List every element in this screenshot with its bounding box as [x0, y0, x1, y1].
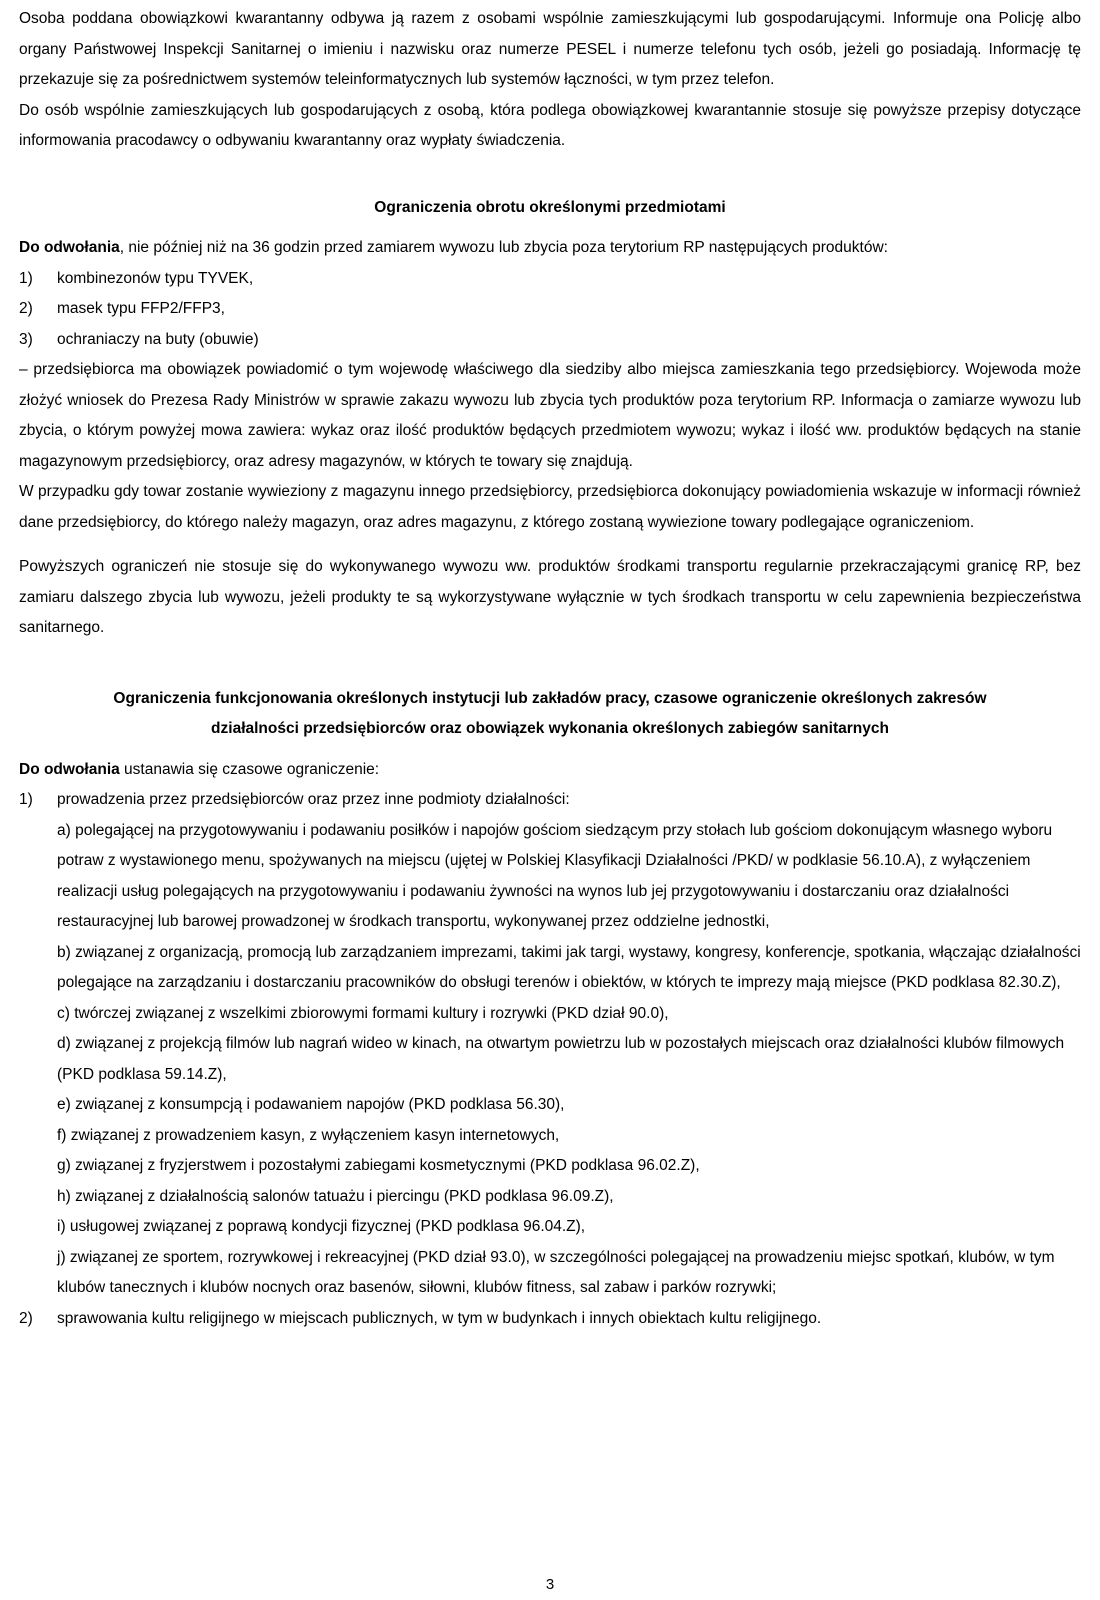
- intro-paragraph-1: Osoba poddana obowiązkowi kwarantanny odbywa ją razem z osobami wspólnie zamieszkującymi lub gospodarującymi. Informuje ona Policję albo organy Państwowej Inspekcji Sanitarnej o imieniu i nazwisku oraz numerze PESEL i numerze telefonu tych osób, jeżeli go posiadają. Informację tę przekazuje się za pośrednictwem systemów teleinformatycznych lub systemów łączności, w tym przez telefon.: [19, 10, 1081, 88]
- section2-lead: [19, 755, 1081, 786]
- restriction-list: [19, 785, 1081, 816]
- sublist-item-letter: a): [57, 821, 71, 839]
- sublist-item: [57, 1212, 1081, 1243]
- sublist-item-letter: d): [57, 1035, 71, 1052]
- page-number: 3: [545, 1576, 555, 1593]
- sublist-item-text: związanej z konsumpcją i podawaniem napojów (PKD podklasa 56.30),: [75, 1096, 565, 1113]
- sublist-item: [57, 1029, 1081, 1090]
- sublist-item-letter: g): [57, 1157, 71, 1174]
- section1-warehouse-paragraph: W przypadku gdy towar zostanie wywieziony z magazynu innego przedsiębiorcy, przedsiębiorca dokonujący powiadomienia wskazuje w informacji również dane przedsiębiorcy, do którego należy magazyn, oraz adres magazynu, z którego zostaną wywiezione towary podlegające ograniczeniom.: [19, 483, 1081, 531]
- list-item-number: 3): [19, 330, 33, 348]
- spacer: [19, 538, 1081, 552]
- sublist-item-letter: h): [57, 1187, 71, 1205]
- list-item-text: prowadzenia przez przedsiębiorców oraz przez inne podmioty działalności:: [57, 791, 570, 808]
- sublist-item: [57, 1121, 1081, 1152]
- list-item: [19, 785, 1081, 816]
- restriction-list-continued: [19, 1304, 1081, 1335]
- sublist-item-text: związanej z fryzjerstwem i pozostałymi zabiegami kosmetycznymi (PKD podklasa 96.02.Z),: [75, 1157, 700, 1174]
- document-page: [19, 4, 1081, 1334]
- list-item: [19, 264, 1081, 295]
- sublist-item-letter: c): [57, 1004, 70, 1022]
- spacer: [19, 183, 1081, 193]
- sublist-item-text: związanej z prowadzeniem kasyn, z wyłączeniem kasyn internetowych,: [70, 1126, 560, 1144]
- sublist-item-letter: f): [57, 1126, 67, 1144]
- lead-bold-text: Do odwołania: [19, 760, 120, 778]
- sublist-item-text: związanej z projekcją filmów lub nagrań wideo w kinach, na otwartym powietrzu lub w pozostałych miejscach oraz działalności klubów filmowych (PKD podklasa 59.14.Z),: [57, 1035, 1065, 1083]
- sublist-item: [57, 1243, 1081, 1304]
- lead-rest-text: , nie później niż na 36 godzin przed zamiarem wywozu lub zbycia poza terytorium RP następujących produktów:: [119, 239, 888, 256]
- heading-line-1: Ograniczenia funkcjonowania określonych instytucji lub zakładów pracy, czasowe ograniczenie określonych zakresów: [113, 689, 987, 707]
- list-item: [19, 294, 1081, 325]
- sublist-item: [57, 816, 1081, 938]
- sublist-item: [57, 999, 1081, 1030]
- sublist-item-letter: i): [57, 1218, 66, 1235]
- spacer: [19, 223, 1081, 233]
- sublist-item-text: związanej z działalnością salonów tatuażu i piercingu (PKD podklasa 96.09.Z),: [75, 1187, 614, 1205]
- spacer: [19, 644, 1081, 670]
- list-item: [19, 1304, 1081, 1335]
- sublist-item-text: polegającej na przygotowywaniu i podawaniu posiłków i napojów gościom siedzącym przy stołach lub gościom dokonującym własnego wyboru potraw z wystawionego menu, spożywanych na miejscu (ujętej w Polskiej Klasyfikacji Działalności /PKD/ w podklasie 56.10.A), z wyłączeniem realizacji usług polegających na przygotowywaniu i podawaniu żywności na wynos lub jej przygotowywaniu i dostarczaniu oraz działalności restauracyjnej lub barowej prowadzonej w środkach transportu, wykonywanej przez oddzielne jednostki,: [57, 821, 1053, 930]
- list-item-text: ochraniaczy na buty (obuwie): [57, 330, 259, 348]
- list-item-text: masek typu FFP2/FFP3,: [57, 300, 225, 317]
- list-item-number: 2): [19, 300, 33, 317]
- sublist-item-text: związanej z organizacją, promocją lub zarządzaniem imprezami, takimi jak targi, wystawy, kongresy, konferencje, spotkania, włączając działalności polegające na zarządzaniu i dostarczaniu pracowników do obsługi terenów i obiektów, w których te imprezy mają miejsce (PKD podklasa 82.30.Z),: [57, 943, 1081, 991]
- activity-sublist: [19, 816, 1081, 1304]
- list-item-number: 1): [19, 269, 33, 287]
- list-item: [19, 325, 1081, 356]
- sublist-item: [57, 1090, 1081, 1121]
- list-item-text: sprawowania kultu religijnego w miejscach publicznych, w tym w budynkach i innych obiektach kultu religijnego.: [57, 1309, 822, 1327]
- spacer: [19, 157, 1081, 183]
- section1-exception-paragraph: Powyższych ograniczeń nie stosuje się do wykonywanego wywozu ww. produktów środkami transportu regularnie przekraczającymi granicę RP, bez zamiaru dalszego zbycia lub wywozu, jeżeli produkty te są wykorzystywane wyłącznie w tych środkach transportu w celu zapewnienia bezpieczeństwa sanitarnego.: [19, 558, 1081, 636]
- sublist-item-text: związanej ze sportem, rozrywkowej i rekreacyjnej (PKD dział 93.0), w szczególności polegającej na prowadzeniu miejsc spotkań, klubów, w tym klubów tanecznych i klubów nocnych oraz basenów, siłowni, klubów fitness, sal zabaw i parków rozrywki;: [57, 1248, 1055, 1296]
- list-item-number: 2): [19, 1309, 33, 1327]
- sublist-item-letter: j): [57, 1248, 66, 1266]
- spacer: [19, 670, 1081, 684]
- lead-rest-text: ustanawia się czasowe ograniczenie:: [119, 760, 380, 778]
- sublist-item-letter: e): [57, 1096, 71, 1113]
- section1-notification-paragraph: – przedsiębiorca ma obowiązek powiadomić o tym wojewodę właściwego dla siedziby albo miejsca zamieszkania tego przedsiębiorcy. Wojewoda może złożyć wniosek do Prezesa Rady Ministrów w sprawie zakazu wywozu lub zbycia tych produktów poza terytorium RP. Informacja o zamiarze wywozu lub zbycia, o którym powyżej mowa zawiera: wykaz oraz ilość produktów będących przedmiotem wywozu; wykaz i ilość ww. produktów będących na stanie magazynowym przedsiębiorcy, oraz adresy magazynów, w których te towary się znajdują.: [19, 361, 1081, 470]
- sublist-item-letter: b): [57, 943, 71, 961]
- heading-line-2: działalności przedsiębiorców oraz obowiązek wykonania określonych zabiegów sanitarnych: [211, 720, 889, 737]
- intro-paragraph-2: Do osób wspólnie zamieszkujących lub gospodarujących z osobą, która podlega obowiązkowej kwarantannie stosuje się powyższe przepisy dotyczące informowania pracodawcy o odbywaniu kwarantanny oraz wypłaty świadczenia.: [19, 101, 1081, 149]
- spacer: [19, 745, 1081, 755]
- list-item-number: 1): [19, 791, 33, 808]
- sublist-item: [57, 1182, 1081, 1213]
- sublist-item-text: twórczej związanej z wszelkimi zbiorowymi formami kultury i rozrywki (PKD dział 90.0),: [74, 1004, 669, 1022]
- sublist-item-text: usługowej związanej z poprawą kondycji fizycznej (PKD podklasa 96.04.Z),: [69, 1218, 586, 1235]
- lead-bold-text: Do odwołania: [19, 239, 120, 256]
- sublist-item: [57, 938, 1081, 999]
- section1-lead: [19, 233, 1081, 264]
- list-item-text: kombinezonów typu TYVEK,: [57, 269, 254, 287]
- sublist-item: [57, 1151, 1081, 1182]
- product-list: [19, 264, 1081, 356]
- section-heading-institution-restrictions: [19, 684, 1081, 745]
- section-heading-trade-restrictions: Ograniczenia obrotu określonymi przedmiotami: [374, 198, 726, 216]
